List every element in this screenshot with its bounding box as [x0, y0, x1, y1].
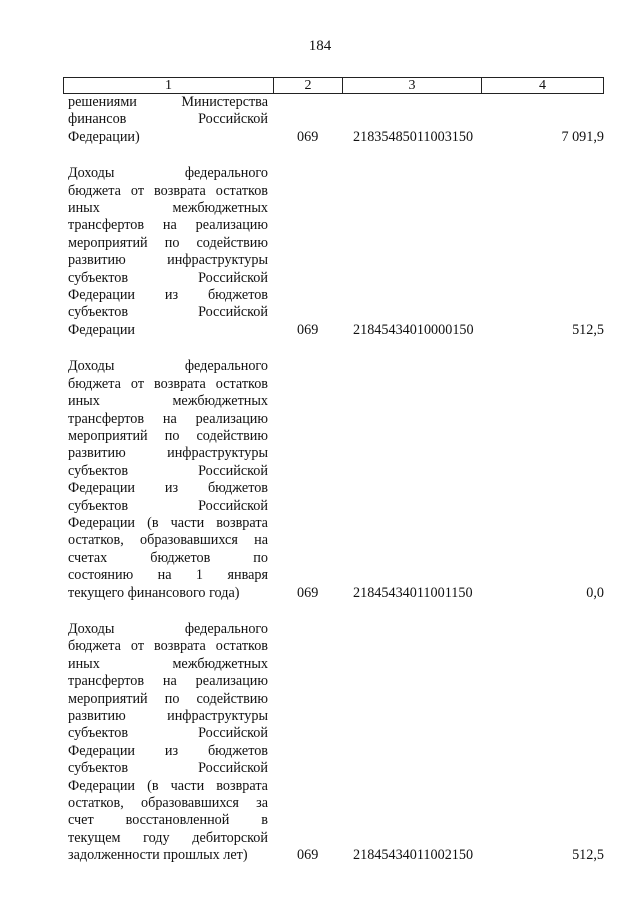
header-col-4: 4 [539, 78, 546, 93]
table-row [0, 94, 640, 146]
row-gap [0, 602, 640, 621]
description-line: бюджета от возврата остатков [68, 182, 268, 199]
description-line: субъектов Российской [68, 269, 268, 286]
description-line: Федерации [68, 321, 136, 338]
page-number: 184 [308, 38, 332, 54]
description-line: Федерации (в части возврата [68, 777, 268, 794]
header-col-1: 1 [64, 78, 274, 93]
description-line: Федерации из бюджетов [68, 742, 268, 759]
table-body [0, 94, 640, 865]
description-line: субъектов Российской [68, 497, 268, 514]
description-line: решениями Министерства [68, 94, 268, 110]
description-line: бюджета от возврата остатков [68, 638, 268, 655]
description-line: Федерации из бюджетов [68, 480, 268, 497]
row-amount: 7 091,9 [561, 128, 604, 145]
row-description [68, 621, 268, 865]
row-admin-code: 069 [297, 321, 319, 338]
description-line: развитию инфраструктуры [68, 708, 268, 724]
row-description [68, 165, 268, 339]
row-amount: 512,5 [572, 321, 604, 338]
description-line: иных межбюджетных [68, 655, 268, 672]
description-line: субъектов Российской [68, 725, 268, 742]
description-line: трансфертов на реализацию [68, 217, 268, 234]
row-gap [0, 339, 640, 358]
row-admin-code: 069 [297, 128, 319, 145]
description-line: Федерации) [68, 128, 140, 145]
description-line: остатков, образовавшихся за [68, 795, 268, 812]
description-line: состоянию на 1 января [68, 567, 268, 584]
description-line: мероприятий по содействию [68, 690, 268, 707]
row-budget-code: 21845434010000150 [353, 321, 474, 338]
description-line: остатков, образовавшихся на [68, 532, 268, 549]
header-col-2: 2 [274, 78, 343, 93]
description-line: трансфертов на реализацию [68, 410, 268, 427]
row-description [68, 358, 268, 602]
table-row [0, 165, 640, 339]
description-line: иных межбюджетных [68, 200, 268, 217]
row-amount: 512,5 [572, 847, 604, 864]
table-row [0, 358, 640, 602]
table-header [63, 77, 604, 94]
description-line: счетах бюджетов по [68, 549, 268, 566]
row-admin-code: 069 [297, 847, 319, 864]
description-line: Доходы федерального [68, 358, 268, 375]
description-line: Федерации (в части возврата [68, 514, 268, 531]
description-line: текущем году дебиторской [68, 829, 268, 846]
row-budget-code: 21845434011002150 [353, 847, 474, 864]
header-col-3: 3 [343, 78, 482, 93]
description-line: задолженности прошлых лет) [68, 847, 248, 864]
description-line: Доходы федерального [68, 165, 268, 182]
description-line: субъектов Российской [68, 462, 268, 479]
row-budget-code: 21845434011001150 [353, 584, 473, 601]
row-amount: 0,0 [586, 584, 604, 601]
description-line: Федерации из бюджетов [68, 287, 268, 304]
description-line: мероприятий по содействию [68, 427, 268, 444]
description-line: финансов Российской [68, 111, 268, 128]
table-row [0, 621, 640, 865]
description-line: трансфертов на реализацию [68, 673, 268, 690]
description-line: развитию инфраструктуры [68, 445, 268, 462]
description-line: субъектов Российской [68, 304, 268, 321]
description-line: мероприятий по содействию [68, 234, 268, 251]
row-description [68, 94, 268, 146]
row-budget-code: 21835485011003150 [353, 128, 474, 145]
description-line: Доходы федерального [68, 620, 268, 637]
row-gap [0, 146, 640, 165]
description-line: текущего финансового года) [68, 584, 240, 601]
description-line: субъектов Российской [68, 760, 268, 777]
row-admin-code: 069 [297, 584, 319, 601]
description-line: развитию инфраструктуры [68, 252, 268, 269]
description-line: иных межбюджетных [68, 393, 268, 410]
description-line: счет восстановленной в [68, 812, 268, 829]
description-line: бюджета от возврата остатков [68, 375, 268, 392]
